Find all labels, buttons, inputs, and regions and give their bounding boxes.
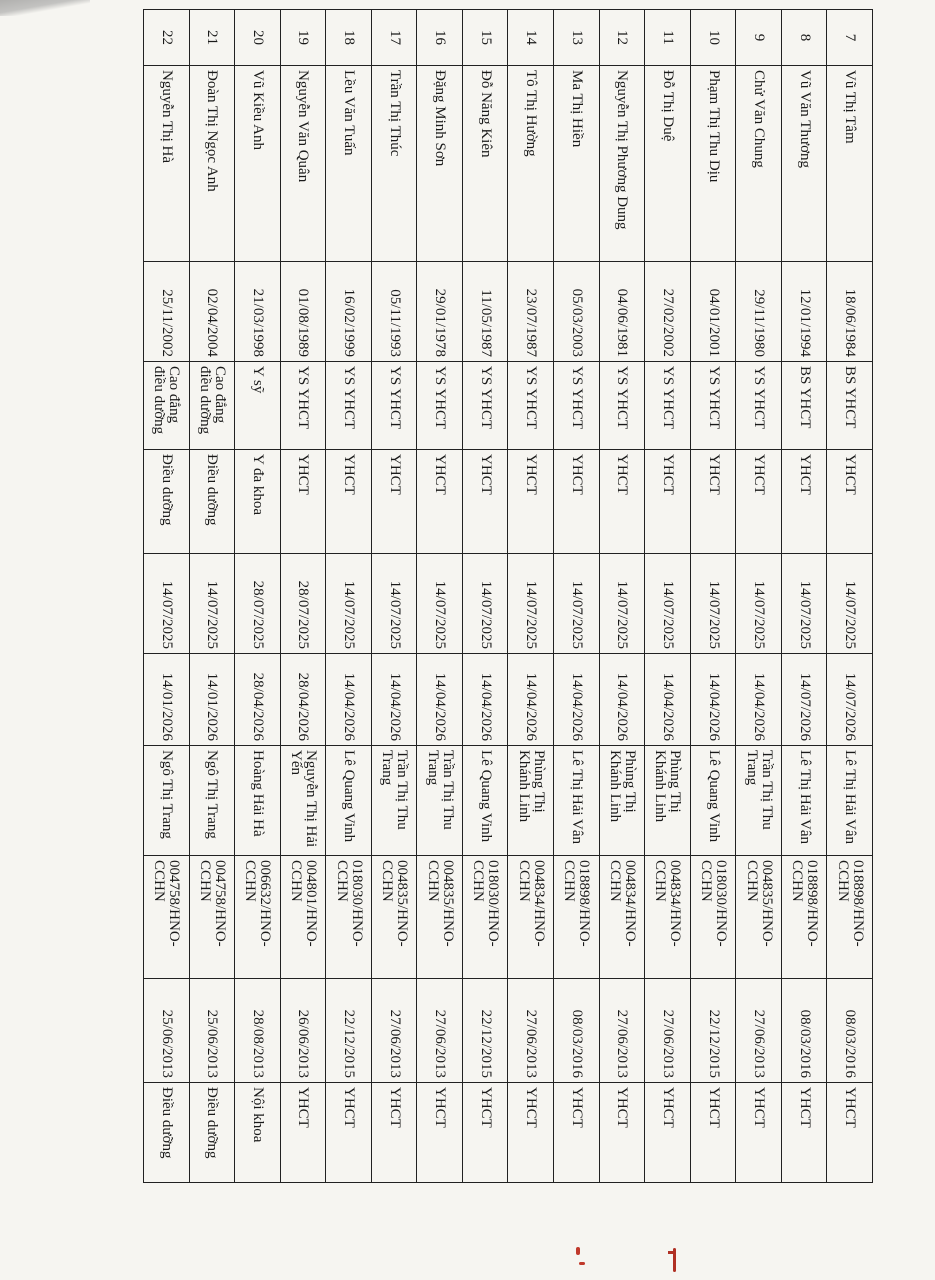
- cell-degree: Cao đẳng điều dưỡng: [189, 362, 235, 450]
- cell-name: Vũ Thị Tâm: [827, 66, 873, 262]
- cell-end: 14/04/2026: [645, 654, 691, 746]
- cell-start: 14/07/2025: [462, 554, 508, 654]
- cell-start: 14/07/2025: [417, 554, 463, 654]
- cell-dob: 02/04/2004: [189, 262, 235, 362]
- cell-start: 14/07/2025: [827, 554, 873, 654]
- cell-start: 28/07/2025: [235, 554, 281, 654]
- cell-mentor: Hoàng Hải Hà: [235, 746, 281, 856]
- cell-scope: YHCT: [508, 1083, 554, 1183]
- red-pen-mark: [576, 1247, 580, 1255]
- cell-cert: 018898/HNO-CCHN: [554, 856, 600, 979]
- cell-degree: YS YHCT: [554, 362, 600, 450]
- cell-scope: YHCT: [280, 1083, 326, 1183]
- table-row: [599, 10, 645, 1183]
- cell-mentor: Trần Thị Thu Trang: [371, 746, 417, 856]
- table-row: [417, 10, 463, 1183]
- cell-stt: 10: [690, 10, 736, 66]
- cell-dob: 04/06/1981: [599, 262, 645, 362]
- rotated-document: [143, 9, 873, 1182]
- cell-dob: 04/01/2001: [690, 262, 736, 362]
- cell-stt: 22: [144, 10, 190, 66]
- cell-field: YHCT: [371, 450, 417, 554]
- cell-field: YHCT: [781, 450, 827, 554]
- cell-mentor: Trần Thị Thu Trang: [417, 746, 463, 856]
- cell-dob: 27/02/2002: [645, 262, 691, 362]
- cell-stt: 13: [554, 10, 600, 66]
- cell-name: Nguyễn Thị Hà: [144, 66, 190, 262]
- cell-degree: YS YHCT: [462, 362, 508, 450]
- cell-stt: 7: [827, 10, 873, 66]
- cell-cert: 004758/HNO-CCHN: [189, 856, 235, 979]
- cell-mentor: Lê Quang Vinh: [690, 746, 736, 856]
- cell-cert: 018030/HNO-CCHN: [462, 856, 508, 979]
- cell-end: 28/04/2026: [280, 654, 326, 746]
- cell-start: 14/07/2025: [508, 554, 554, 654]
- cell-start: 14/07/2025: [189, 554, 235, 654]
- table-row: [690, 10, 736, 1183]
- cell-mentor: Lê Thị Hải Vân: [554, 746, 600, 856]
- table-row: [462, 10, 508, 1183]
- cell-scope: YHCT: [690, 1083, 736, 1183]
- cell-mentor: Lê Thị Hải Vân: [827, 746, 873, 856]
- table-row: [645, 10, 691, 1183]
- cell-cert: 004801/HNO-CCHN: [280, 856, 326, 979]
- cell-dob: 25/11/2002: [144, 262, 190, 362]
- cell-name: Vũ Văn Thương: [781, 66, 827, 262]
- cell-stt: 8: [781, 10, 827, 66]
- cell-degree: YS YHCT: [280, 362, 326, 450]
- cell-scope: Điều dưỡng: [144, 1083, 190, 1183]
- cell-field: YHCT: [554, 450, 600, 554]
- cell-field: YHCT: [827, 450, 873, 554]
- cell-end: 14/04/2026: [736, 654, 782, 746]
- red-pen-mark: [579, 1262, 585, 1265]
- cell-mentor: Lê Quang Vinh: [462, 746, 508, 856]
- cell-issued: 28/08/2013: [235, 979, 281, 1083]
- cell-name: Tô Thị Hường: [508, 66, 554, 262]
- cell-cert: 004835/HNO-CCHN: [371, 856, 417, 979]
- cell-field: YHCT: [417, 450, 463, 554]
- cell-start: 14/07/2025: [781, 554, 827, 654]
- cell-end: 14/04/2026: [371, 654, 417, 746]
- cell-mentor: Trần Thị Thu Trang: [736, 746, 782, 856]
- cell-dob: 11/05/1987: [462, 262, 508, 362]
- table-row: [827, 10, 873, 1183]
- cell-field: Điều dưỡng: [144, 450, 190, 554]
- cell-dob: 21/03/1998: [235, 262, 281, 362]
- cell-mentor: Lê Thị Hải Vân: [781, 746, 827, 856]
- cell-end: 14/07/2026: [827, 654, 873, 746]
- cell-scope: YHCT: [554, 1083, 600, 1183]
- scan-corner-shadow: [0, 0, 90, 16]
- cell-cert: 004835/HNO-CCHN: [736, 856, 782, 979]
- cell-stt: 11: [645, 10, 691, 66]
- cell-degree: Y sỹ: [235, 362, 281, 450]
- cell-cert: 018898/HNO-CCHN: [781, 856, 827, 979]
- table-row: [554, 10, 600, 1183]
- cell-field: YHCT: [690, 450, 736, 554]
- cell-name: Nguyễn Thị Phương Dung: [599, 66, 645, 262]
- cell-name: Đoàn Thị Ngọc Anh: [189, 66, 235, 262]
- cell-stt: 14: [508, 10, 554, 66]
- cell-name: Nguyễn Văn Quân: [280, 66, 326, 262]
- cell-stt: 21: [189, 10, 235, 66]
- cell-name: Vũ Kiều Anh: [235, 66, 281, 262]
- cell-issued: 27/06/2013: [508, 979, 554, 1083]
- cell-end: 14/04/2026: [462, 654, 508, 746]
- cell-issued: 22/12/2015: [462, 979, 508, 1083]
- cell-end: 14/04/2026: [554, 654, 600, 746]
- cell-name: Phạm Thị Thu Dịu: [690, 66, 736, 262]
- cell-cert: 004834/HNO-CCHN: [645, 856, 691, 979]
- cell-mentor: Phùng Thị Khánh Linh: [599, 746, 645, 856]
- cell-end: 28/04/2026: [235, 654, 281, 746]
- cell-dob: 29/11/1980: [736, 262, 782, 362]
- cell-stt: 9: [736, 10, 782, 66]
- cell-cert: 018898/HNO-CCHN: [827, 856, 873, 979]
- table-row: [371, 10, 417, 1183]
- cell-start: 14/07/2025: [599, 554, 645, 654]
- cell-field: YHCT: [508, 450, 554, 554]
- cell-mentor: Phùng Thị Khánh Linh: [645, 746, 691, 856]
- cell-cert: 004834/HNO-CCHN: [599, 856, 645, 979]
- cell-name: Lều Văn Tuấn: [326, 66, 372, 262]
- cell-field: YHCT: [280, 450, 326, 554]
- cell-field: YHCT: [462, 450, 508, 554]
- cell-end: 14/04/2026: [508, 654, 554, 746]
- cell-name: Đỗ Thị Duệ: [645, 66, 691, 262]
- cell-field: Y đa khoa: [235, 450, 281, 554]
- cell-issued: 25/06/2013: [189, 979, 235, 1083]
- cell-degree: YS YHCT: [645, 362, 691, 450]
- cell-scope: YHCT: [326, 1083, 372, 1183]
- cell-start: 14/07/2025: [690, 554, 736, 654]
- cell-cert: 006632/HNO-CCHN: [235, 856, 281, 979]
- red-pen-mark: [668, 1251, 675, 1254]
- cell-field: YHCT: [326, 450, 372, 554]
- cell-issued: 22/12/2015: [326, 979, 372, 1083]
- cell-cert: 018030/HNO-CCHN: [690, 856, 736, 979]
- cell-scope: YHCT: [462, 1083, 508, 1183]
- cell-degree: YS YHCT: [690, 362, 736, 450]
- cell-start: 14/07/2025: [326, 554, 372, 654]
- cell-end: 14/04/2026: [326, 654, 372, 746]
- cell-scope: YHCT: [645, 1083, 691, 1183]
- cell-scope: Điều dưỡng: [189, 1083, 235, 1183]
- cell-cert: 004758/HNO-CCHN: [144, 856, 190, 979]
- table-row: [508, 10, 554, 1183]
- table-row: [736, 10, 782, 1183]
- table-row: [189, 10, 235, 1183]
- cell-mentor: Nguyễn Thị Hải Yến: [280, 746, 326, 856]
- cell-dob: 23/07/1987: [508, 262, 554, 362]
- cell-issued: 26/06/2013: [280, 979, 326, 1083]
- cell-issued: 08/03/2016: [827, 979, 873, 1083]
- cell-end: 14/04/2026: [599, 654, 645, 746]
- cell-degree: BS YHCT: [827, 362, 873, 450]
- cell-name: Ma Thị Hiền: [554, 66, 600, 262]
- cell-end: 14/07/2026: [781, 654, 827, 746]
- cell-scope: YHCT: [827, 1083, 873, 1183]
- cell-stt: 12: [599, 10, 645, 66]
- table-body: [144, 10, 873, 1183]
- cell-issued: 08/03/2016: [554, 979, 600, 1083]
- cell-dob: 05/11/1993: [371, 262, 417, 362]
- cell-mentor: Ngô Thị Trang: [144, 746, 190, 856]
- cell-name: Chử Văn Chung: [736, 66, 782, 262]
- cell-stt: 16: [417, 10, 463, 66]
- cell-field: Điều dưỡng: [189, 450, 235, 554]
- cell-stt: 20: [235, 10, 281, 66]
- cell-degree: Cao đẳng điều dưỡng: [144, 362, 190, 450]
- cell-issued: 27/06/2013: [371, 979, 417, 1083]
- cell-start: 28/07/2025: [280, 554, 326, 654]
- cell-degree: YS YHCT: [417, 362, 463, 450]
- cell-scope: YHCT: [417, 1083, 463, 1183]
- cell-start: 14/07/2025: [554, 554, 600, 654]
- cell-scope: YHCT: [736, 1083, 782, 1183]
- cell-dob: 01/08/1989: [280, 262, 326, 362]
- cell-stt: 15: [462, 10, 508, 66]
- cell-cert: 018030/HNO-CCHN: [326, 856, 372, 979]
- table-row: [781, 10, 827, 1183]
- cell-dob: 05/03/2003: [554, 262, 600, 362]
- cell-scope: YHCT: [371, 1083, 417, 1183]
- cell-cert: 004835/HNO-CCHN: [417, 856, 463, 979]
- table-row: [326, 10, 372, 1183]
- cell-degree: YS YHCT: [599, 362, 645, 450]
- cell-dob: 18/06/1984: [827, 262, 873, 362]
- cell-name: Đặng Minh Sơn: [417, 66, 463, 262]
- cell-mentor: Phùng Thị Khánh Linh: [508, 746, 554, 856]
- cell-dob: 29/01/1978: [417, 262, 463, 362]
- cell-name: Đỗ Năng Kiên: [462, 66, 508, 262]
- trainee-table: [143, 9, 873, 1183]
- cell-degree: YS YHCT: [326, 362, 372, 450]
- cell-scope: Nội khoa: [235, 1083, 281, 1183]
- cell-start: 14/07/2025: [736, 554, 782, 654]
- cell-issued: 25/06/2013: [144, 979, 190, 1083]
- cell-end: 14/01/2026: [189, 654, 235, 746]
- cell-cert: 004834/HNO-CCHN: [508, 856, 554, 979]
- cell-mentor: Ngô Thị Trang: [189, 746, 235, 856]
- table-row: [235, 10, 281, 1183]
- cell-issued: 27/06/2013: [417, 979, 463, 1083]
- cell-issued: 27/06/2013: [736, 979, 782, 1083]
- cell-end: 14/01/2026: [144, 654, 190, 746]
- cell-issued: 27/06/2013: [645, 979, 691, 1083]
- cell-degree: YS YHCT: [736, 362, 782, 450]
- cell-stt: 17: [371, 10, 417, 66]
- cell-end: 14/04/2026: [417, 654, 463, 746]
- cell-start: 14/07/2025: [144, 554, 190, 654]
- cell-field: YHCT: [645, 450, 691, 554]
- cell-scope: YHCT: [599, 1083, 645, 1183]
- cell-start: 14/07/2025: [645, 554, 691, 654]
- cell-start: 14/07/2025: [371, 554, 417, 654]
- cell-mentor: Lê Quang Vinh: [326, 746, 372, 856]
- cell-degree: BS YHCT: [781, 362, 827, 450]
- cell-end: 14/04/2026: [690, 654, 736, 746]
- cell-scope: YHCT: [781, 1083, 827, 1183]
- table-row: [144, 10, 190, 1183]
- cell-name: Trần Thị Thúc: [371, 66, 417, 262]
- cell-issued: 27/06/2013: [599, 979, 645, 1083]
- cell-issued: 08/03/2016: [781, 979, 827, 1083]
- cell-dob: 16/02/1999: [326, 262, 372, 362]
- cell-issued: 22/12/2015: [690, 979, 736, 1083]
- table-row: [280, 10, 326, 1183]
- cell-stt: 18: [326, 10, 372, 66]
- cell-dob: 12/01/1994: [781, 262, 827, 362]
- cell-field: YHCT: [736, 450, 782, 554]
- cell-degree: YS YHCT: [508, 362, 554, 450]
- cell-degree: YS YHCT: [371, 362, 417, 450]
- cell-stt: 19: [280, 10, 326, 66]
- cell-field: YHCT: [599, 450, 645, 554]
